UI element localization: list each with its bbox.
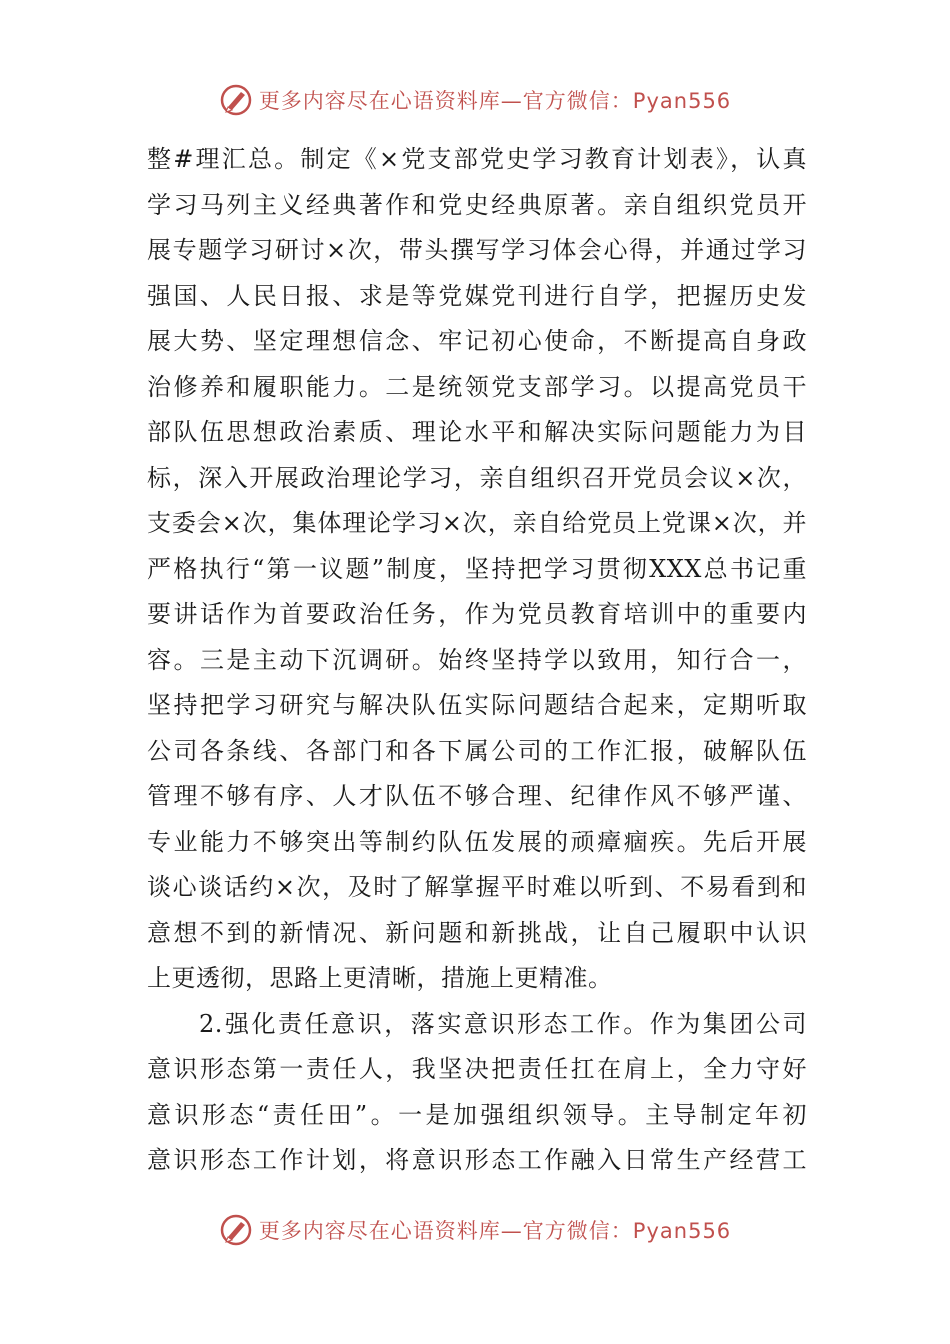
body-line: 意识形态第一责任人，我坚决把责任扛在肩上，全力守好 (147, 1055, 807, 1083)
body-line: 展大势、坚定理想信念、牢记初心使命，不断提高自身政 (147, 327, 807, 355)
body-line-paragraph-start: 2.强化责任意识，落实意识形态工作。作为集团公司 (199, 1009, 807, 1038)
body-line: 学习马列主义经典著作和党史经典原著。亲自组织党员开 (147, 190, 807, 219)
pen-seal-icon (219, 83, 253, 117)
body-line: 公司各条线、各部门和各下属公司的工作汇报，破解队伍 (147, 736, 807, 765)
body-line: 强国、人民日报、求是等党媒党刊进行自学，把握历史发 (147, 281, 807, 310)
body-line: 支委会×次，集体理论学习×次，亲自给党员上党课×次，并 (147, 509, 807, 537)
body-line: 专业能力不够突出等制约队伍发展的顽瘴痼疾。先后开展 (147, 827, 807, 856)
footer-banner (0, 1210, 950, 1250)
body-line: 展专题学习研讨×次，带头撰写学习体会心得，并通过学习 (147, 236, 807, 264)
body-line: 意想不到的新情况、新问题和新挑战，让自己履职中认识 (147, 918, 807, 947)
body-line: 严格执行“第一议题”制度，坚持把学习贯彻XXX总书记重 (147, 554, 807, 583)
body-line: 坚持把学习研究与解决队伍实际问题结合起来，定期听取 (147, 691, 807, 719)
document-body (147, 137, 807, 1184)
body-line: 治修养和履职能力。二是统领党支部学习。以提高党员干 (147, 372, 807, 401)
header-banner-text: 更多内容尽在心语资料库—官方微信：Pyan556 (258, 89, 732, 113)
footer-banner-text: 更多内容尽在心语资料库—官方微信：Pyan556 (258, 1219, 732, 1243)
body-line: 上更透彻，思路上更清晰，措施上更精准。 (147, 964, 613, 992)
pen-seal-icon (219, 1213, 253, 1247)
body-line: 谈心谈话约×次，及时了解掌握平时难以听到、不易看到和 (147, 873, 807, 901)
body-line: 意识形态“责任田”。一是加强组织领导。主导制定年初 (147, 1100, 807, 1129)
body-line: 部队伍思想政治素质、理论水平和解决实际问题能力为目 (147, 418, 807, 446)
body-line: 整#理汇总。制定《×党支部党史学习教育计划表》，认真 (147, 145, 807, 173)
body-line: 要讲话作为首要政治任务，作为党员教育培训中的重要内 (147, 600, 807, 628)
body-line: 容。三是主动下沉调研。始终坚持学以致用，知行合一， (147, 645, 807, 674)
header-banner (0, 80, 950, 120)
body-line: 意识形态工作计划，将意识形态工作融入日常生产经营工 (147, 1146, 807, 1174)
body-line: 标，深入开展政治理论学习，亲自组织召开党员会议×次， (147, 463, 807, 492)
body-line: 管理不够有序、人才队伍不够合理、纪律作风不够严谨、 (147, 782, 807, 810)
